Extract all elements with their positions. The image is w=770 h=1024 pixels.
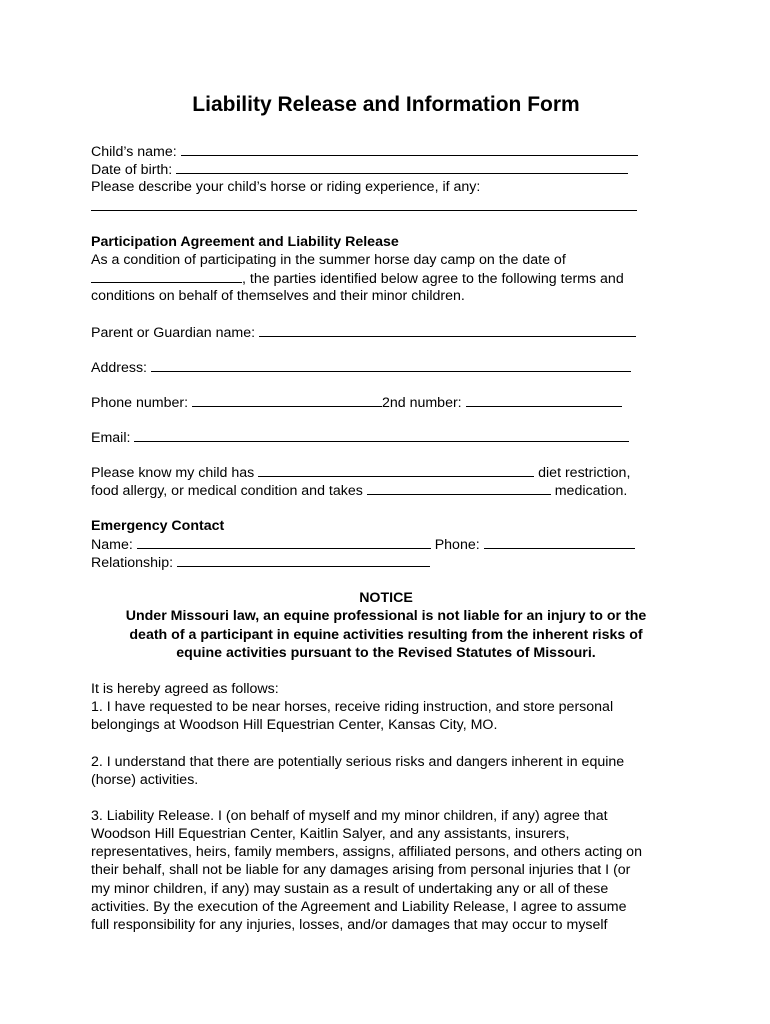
page-title: Liability Release and Information Form bbox=[192, 93, 580, 116]
phone-label: Phone number: bbox=[91, 394, 189, 411]
terms-intro: It is hereby agreed as follows: bbox=[91, 680, 279, 697]
notice-heading: NOTICE bbox=[359, 590, 413, 607]
emergency-heading: Emergency Contact bbox=[91, 517, 225, 534]
address-row bbox=[91, 358, 691, 376]
medical-line-2-suffix: medication. bbox=[554, 483, 628, 500]
term-2-line-1: 2. I understand that there are potentially serious risks and dangers inherent in equine bbox=[91, 753, 625, 770]
medication-field[interactable] bbox=[367, 481, 551, 495]
guardian-row bbox=[91, 323, 691, 341]
medical-line-1 bbox=[91, 463, 691, 481]
term-1-line-1: 1. I have requested to be near horses, receive riding instruction, and store personal bbox=[91, 699, 614, 716]
phone-field[interactable] bbox=[192, 393, 382, 407]
emergency-name-label: Name: bbox=[91, 536, 133, 553]
address-label: Address: bbox=[91, 359, 147, 376]
second-number-label: 2nd number: bbox=[381, 394, 462, 411]
childs-name-label: Child’s name: bbox=[91, 144, 177, 160]
medical-line-1-suffix: diet restriction, bbox=[538, 465, 631, 482]
email-field[interactable] bbox=[134, 428, 629, 442]
agreement-line-2 bbox=[91, 269, 691, 287]
phone-row bbox=[91, 393, 691, 411]
childs-name-row bbox=[91, 142, 691, 160]
term-3-line: 3. Liability Release. I (on behalf of myself and my minor children, if any) agree that bbox=[91, 807, 608, 824]
medical-line-2 bbox=[91, 481, 691, 499]
experience-label-row bbox=[91, 178, 691, 196]
medical-line-2-prefix: food allergy, or medical condition and takes bbox=[91, 483, 363, 500]
emergency-phone-field[interactable] bbox=[484, 535, 635, 549]
notice-line-1: Under Missouri law, an equine professional is not liable for an injury to or the bbox=[125, 608, 647, 625]
date-of-birth-row bbox=[91, 160, 691, 178]
guardian-label: Parent or Guardian name: bbox=[91, 324, 256, 341]
email-label: Email: bbox=[91, 430, 131, 447]
emergency-phone-label: Phone: bbox=[434, 536, 480, 553]
agreement-heading: Participation Agreement and Liability Release bbox=[91, 233, 399, 250]
medical-line-1-prefix: Please know my child has bbox=[91, 465, 255, 482]
term-3-line: their behalf, shall not be liable for any damages arising from personal injuries that I (or bbox=[91, 862, 631, 879]
relationship-row bbox=[91, 553, 691, 571]
experience-label: Please describe your child’s horse or riding experience, if any: bbox=[91, 179, 481, 196]
term-3-line: representatives, heirs, family members, assigns, affiliated persons, and others acting on bbox=[91, 844, 642, 861]
camp-date-field[interactable] bbox=[91, 269, 242, 283]
term-3-line: activities. By the execution of the Agreement and Liability Release, I agree to assume bbox=[91, 898, 627, 915]
guardian-name-field[interactable] bbox=[259, 323, 636, 337]
term-3-line: my minor children, if any) may sustain as a result of undertaking any or all of these bbox=[91, 880, 609, 897]
agreement-line-2-text: , the parties identified below agree to the following terms and bbox=[242, 271, 624, 288]
email-row bbox=[91, 428, 691, 446]
agreement-line-3: conditions on behalf of themselves and their minor children. bbox=[91, 288, 465, 305]
second-number-field[interactable] bbox=[466, 393, 622, 407]
notice-line-2: death of a participant in equine activities resulting from the inherent risks of bbox=[129, 626, 643, 643]
date-of-birth-label: Date of birth: bbox=[91, 162, 173, 179]
term-3-line: full responsibility for any injuries, losses, and/or damages that may occur to myself bbox=[91, 917, 608, 933]
term-2-line-2: (horse) activities. bbox=[91, 771, 199, 788]
form-page bbox=[91, 92, 691, 934]
emergency-name-row bbox=[91, 535, 691, 553]
diet-restriction-field[interactable] bbox=[258, 463, 534, 477]
relationship-field[interactable] bbox=[177, 553, 430, 567]
date-of-birth-field[interactable] bbox=[176, 160, 628, 174]
childs-name-field[interactable] bbox=[181, 142, 638, 156]
term-1-line-2: belongings at Woodson Hill Equestrian Center, Kansas City, MO. bbox=[91, 717, 498, 734]
agreement-line-1: As a condition of participating in the summer horse day camp on the date of bbox=[91, 251, 566, 268]
notice-line-3: equine activities pursuant to the Revised Statutes of Missouri. bbox=[176, 644, 596, 661]
address-field[interactable] bbox=[151, 358, 631, 372]
experience-row bbox=[91, 197, 691, 215]
emergency-name-field[interactable] bbox=[137, 535, 431, 549]
term-3-paragraph bbox=[91, 807, 691, 934]
term-3-line: Woodson Hill Equestrian Center, Kaitlin Salyer, and any assistants, insurers, bbox=[91, 826, 570, 843]
relationship-label: Relationship: bbox=[91, 555, 174, 571]
experience-field[interactable] bbox=[91, 197, 637, 211]
